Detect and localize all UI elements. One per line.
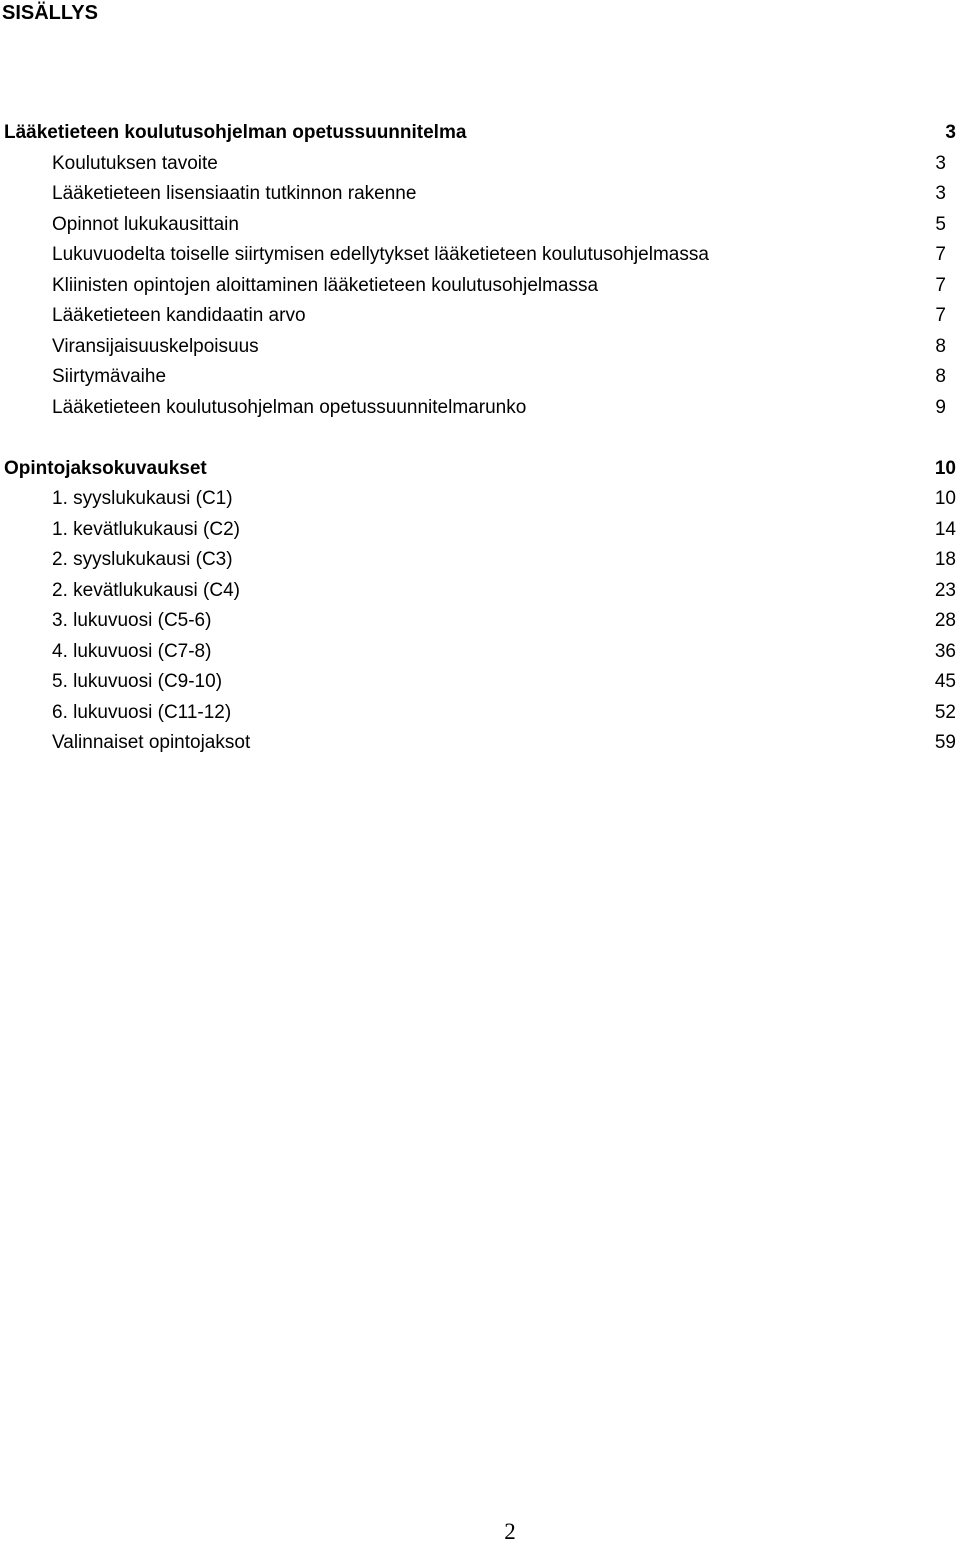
toc-section-title: Lääketieteen koulutusohjelman opetussuunnitelma	[4, 122, 467, 143]
page-number: 2	[504, 1519, 516, 1544]
toc-item[interactable]	[0, 365, 960, 389]
toc-item-title: 2. syyslukukausi (C3)	[52, 549, 233, 570]
toc-item[interactable]	[0, 548, 960, 572]
toc-section-2[interactable]	[0, 457, 960, 481]
toc-item[interactable]	[0, 335, 960, 359]
toc-item[interactable]	[0, 243, 960, 267]
toc-item-title: Koulutuksen tavoite	[52, 153, 218, 174]
toc-item-title: Siirtymävaihe	[52, 366, 167, 387]
toc-item[interactable]	[0, 213, 960, 237]
toc-item-page: 5	[935, 214, 946, 235]
toc-item-page: 3	[935, 183, 946, 204]
toc-item-title: 1. kevätlukukausi (C2)	[52, 519, 240, 540]
toc-item-title: 5. lukuvuosi (C9-10)	[52, 671, 223, 692]
toc-item-page: 23	[934, 580, 956, 601]
toc-item[interactable]	[0, 640, 960, 664]
toc-item-title: Valinnaiset opintojaksot	[52, 732, 251, 753]
toc-item-title: Lukuvuodelta toiselle siirtymisen edellytykset lääketieteen koulutusohjelmassa	[52, 244, 709, 265]
toc-item[interactable]	[0, 670, 960, 694]
toc-item[interactable]	[0, 487, 960, 511]
toc-item-title: 4. lukuvuosi (C7-8)	[52, 641, 212, 662]
toc-item-title: Lääketieteen koulutusohjelman opetussuunnitelmarunko	[52, 397, 527, 418]
toc-item-page: 59	[934, 732, 956, 753]
toc-item[interactable]	[0, 274, 960, 298]
toc-item[interactable]	[0, 396, 960, 420]
toc-item-title: Lääketieteen lisensiaatin tutkinnon rakenne	[52, 183, 417, 204]
toc-item-title: Opinnot lukukausittain	[52, 214, 239, 235]
toc-item-title: 1. syyslukukausi (C1)	[52, 488, 233, 509]
toc-item[interactable]	[0, 609, 960, 633]
toc-item[interactable]	[0, 701, 960, 725]
page-title: SISÄLLYS	[2, 2, 98, 24]
toc-item-title: Viransijaisuuskelpoisuus	[52, 336, 259, 357]
toc-item-title: 2. kevätlukukausi (C4)	[52, 580, 240, 601]
toc-item-page: 3	[935, 153, 946, 174]
toc-item[interactable]	[0, 731, 960, 755]
toc-item-page: 9	[935, 397, 946, 418]
toc-item-page: 45	[934, 671, 956, 692]
toc-item-page: 10	[934, 488, 956, 509]
toc-section-1[interactable]	[0, 121, 960, 145]
toc-item-page: 14	[934, 519, 956, 540]
toc-item[interactable]	[0, 304, 960, 328]
toc-item-page: 36	[934, 641, 956, 662]
toc-item[interactable]	[0, 579, 960, 603]
toc-item-page: 28	[934, 610, 956, 631]
toc-item-page: 18	[934, 549, 956, 570]
toc-item-page: 52	[934, 702, 956, 723]
toc-item[interactable]	[0, 518, 960, 542]
toc-item-page: 8	[935, 336, 946, 357]
toc-item-page: 8	[935, 366, 946, 387]
toc-item-title: 6. lukuvuosi (C11-12)	[52, 702, 232, 723]
toc-item-page: 7	[935, 244, 946, 265]
toc-item-title: Lääketieteen kandidaatin arvo	[52, 305, 306, 326]
toc-item-page: 7	[935, 275, 946, 296]
toc-item[interactable]	[0, 152, 960, 176]
toc-item[interactable]	[0, 182, 960, 206]
toc-section-page: 3	[945, 122, 956, 143]
toc-item-page: 7	[935, 305, 946, 326]
toc-item-title: Kliinisten opintojen aloittaminen lääketieteen koulutusohjelmassa	[52, 275, 599, 296]
toc-section-page: 10	[934, 458, 956, 479]
toc-item-title: 3. lukuvuosi (C5-6)	[52, 610, 212, 631]
toc-section-title: Opintojaksokuvaukset	[4, 458, 207, 479]
